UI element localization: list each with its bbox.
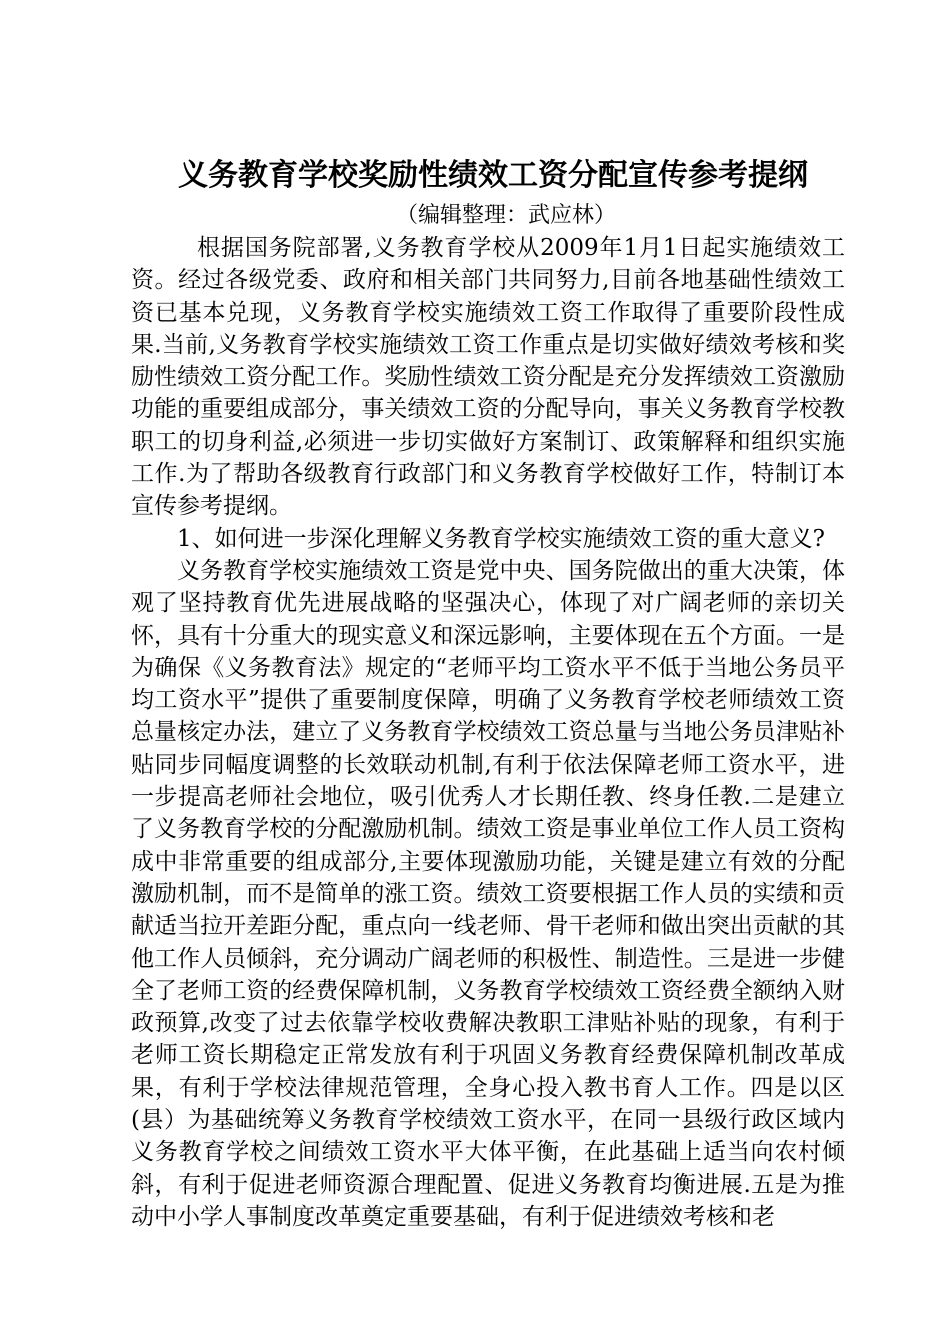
document-body [131,232,845,1233]
question-heading-1: 1、如何进一步深化理解义务教育学校实施绩效工资的重大意义? [177,525,825,552]
document-subtitle: （编辑整理：武应林） [395,203,616,228]
intro-paragraph: 根据国务院部署,义务教育学校从2009年1月1日起实施绩效工资。经过各级党委、政府和相关部门共同努力,目前各地基础性绩效工资已基本兑现，义务教育学校实施绩效工资工作取得了重要阶段性成果.当前,义务教育学校实施绩效工资工作重点是切实做好绩效考核和奖励性绩效工资分配工作。奖励性绩效工资分配是充分发挥绩效工资激励功能的重要组成部分，事关绩效工资的分配导向，事关义务教育学校教职工的切身利益,必须进一步切实做好方案制订、政策解释和组织实施工作.为了帮助各级教育行政部门和义务教育学校做好工作，特制订本宣传参考提纲。 [131,235,845,520]
document-title: 义务教育学校奖励性绩效工资分配宣传参考提纲 [178,158,808,193]
answer-paragraph-1: 义务教育学校实施绩效工资是党中央、国务院做出的重大决策，体观了坚持教育优先进展战略的坚强决心，体现了对广阔老师的亲切关怀，具有十分重大的现实意义和深远影响，主要体现在五个方面。一是为确保《义务教育法》规定的“老师平均工资水平不低于当地公务员平均工资水平”提供了重要制度保障，明确了义务教育学校老师绩效工资总量核定办法，建立了义务教育学校绩效工资总量与当地公务员津贴补贴同步同幅度调整的长效联动机制,有利于依法保障老师工资水平，进一步提高老师社会地位，吸引优秀人才长期任教、终身任教.二是建立了义务教育学校的分配激励机制。绩效工资是事业单位工作人员工资构成中非常重要的组成部分,主要体现激励功能，关键是建立有效的分配激励机制，而不是简单的涨工资。绩效工资要根据工作人员的实绩和贡献适当拉开差距分配，重点向一线老师、骨干老师和做出突出贡献的其他工作人员倾斜，充分调动广阔老师的积极性、制造性。三是进一步健全了老师工资的经费保障机制，义务教育学校绩效工资经费全额纳入财政预算,改变了过去依靠学校收费解决教职工津贴补贴的现象，有利于老师工资长期稳定正常发放有利于巩固义务教育经费保障机制改革成果，有利于学校法律规范管理，全身心投入教书育人工作。四是以区(县）为基础统筹义务教育学校绩效工资水平，在同一县级行政区域内义务教育学校之间绩效工资水平大体平衡，在此基础上适当向农村倾斜，有利于促进老师资源合理配置、促进义务教育均衡进展.五是为推动中小学人事制度改革奠定重要基础，有利于促进绩效考核和老 [131,557,845,1230]
